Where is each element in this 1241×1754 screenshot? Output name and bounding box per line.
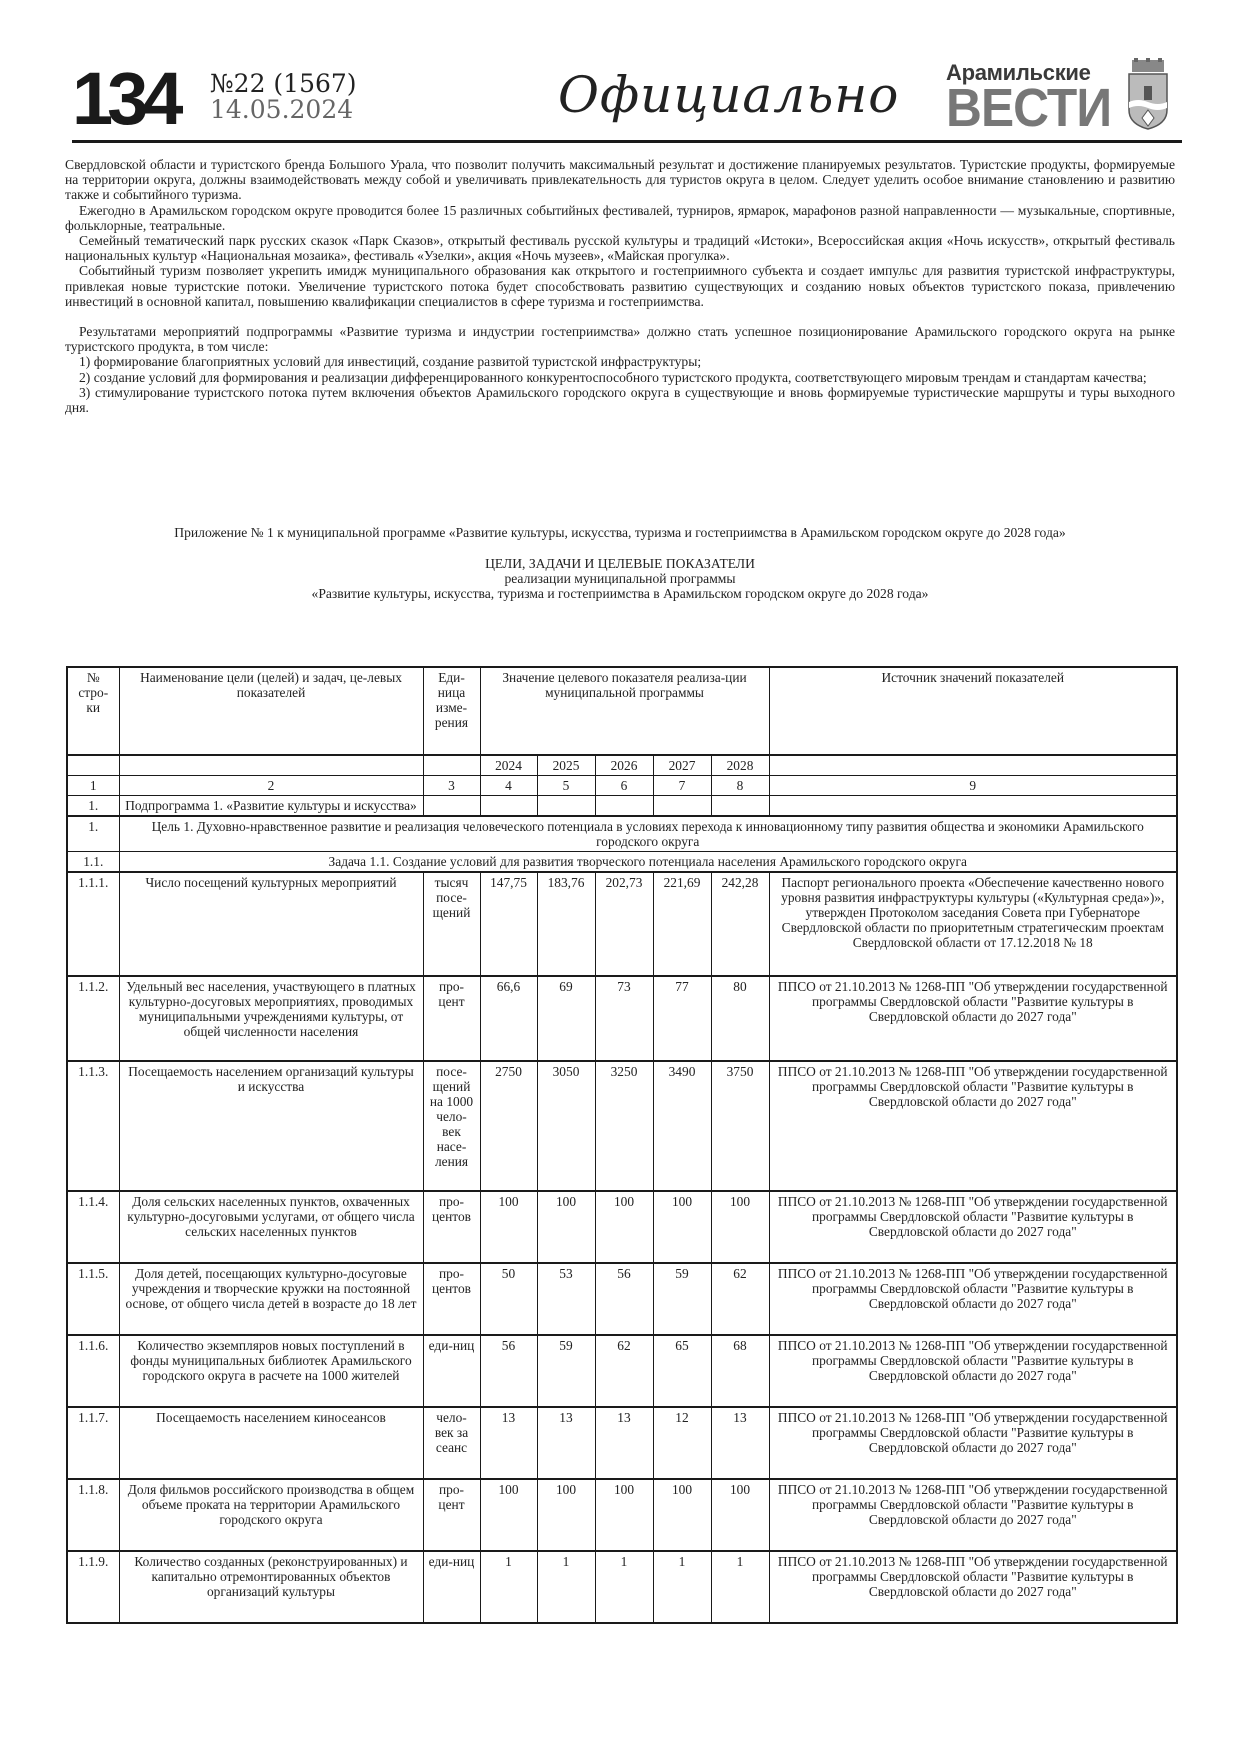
value-cell: 1 xyxy=(537,1551,595,1623)
year-cell: 2026 xyxy=(595,755,653,776)
row-num: 1. xyxy=(67,816,119,852)
paragraph: Результатами мероприятий подпрограммы «Развитие туризма и индустрии гостеприимства» должно стать успешное позиционирование Арамильского городского округа на рынке туристского продукта, в том числе: xyxy=(65,324,1175,355)
value-cell: 3750 xyxy=(711,1061,769,1191)
unit: еди-ниц xyxy=(423,1551,480,1623)
unit: про-цент xyxy=(423,1479,480,1551)
col-number: 8 xyxy=(711,776,769,796)
value-cell: 73 xyxy=(595,976,653,1061)
indicator-name: Удельный вес населения, участвующего в платных культурно-досуговых мероприятиях, проводимых муниципальными учреждениями культуры, от общей численности населения xyxy=(119,976,423,1061)
value-cell: 3250 xyxy=(595,1061,653,1191)
value-cell: 62 xyxy=(595,1335,653,1407)
value-cell: 13 xyxy=(480,1407,537,1479)
row-num: 1.1.8. xyxy=(67,1479,119,1551)
year-cell: 2028 xyxy=(711,755,769,776)
unit: про-цент xyxy=(423,976,480,1061)
value-cell: 62 xyxy=(711,1263,769,1335)
col-number: 2 xyxy=(119,776,423,796)
row-num: 1.1.5. xyxy=(67,1263,119,1335)
subprogram-name: Подпрограмма 1. «Развитие культуры и искусства» xyxy=(119,796,423,817)
col-number: 9 xyxy=(769,776,1177,796)
unit: чело-век за сеанс xyxy=(423,1407,480,1479)
page-header xyxy=(72,44,1182,144)
value-cell: 183,76 xyxy=(537,872,595,976)
value-cell: 3490 xyxy=(653,1061,711,1191)
source: ППСО от 21.10.2013 № 1268-ПП "Об утверждении государственной программы Свердловской области "Развитие культуры в Свердловской области до 2027 года" xyxy=(769,1191,1177,1263)
value-cell: 100 xyxy=(595,1191,653,1263)
value-cell: 202,73 xyxy=(595,872,653,976)
subprogram-row xyxy=(67,796,1177,817)
row-num: 1.1.2. xyxy=(67,976,119,1061)
value-cell: 100 xyxy=(653,1191,711,1263)
value-cell: 13 xyxy=(537,1407,595,1479)
paragraph: Событийный туризм позволяет укрепить имидж муниципального образования как открытого и гостеприимного субъекта и создает импульс для развития туристской инфраструктуры, привлекая новые туристские потоки. Увеличение туристского потока будет способствовать развитию существующих и созданию новых объектов туристского показа, привлечению инвестиций в основной капитал, повышению квалификации специалистов в сфере туризма и гостеприимства. xyxy=(65,263,1175,309)
table-row xyxy=(67,1335,1177,1407)
issue-number: №22 (1567) xyxy=(210,69,357,98)
table-row xyxy=(67,1407,1177,1479)
indicator-name: Число посещений культурных мероприятий xyxy=(119,872,423,976)
table-row xyxy=(67,976,1177,1061)
header-num: № стро-ки xyxy=(67,667,119,755)
row-num: 1.1. xyxy=(67,852,119,873)
column-numbers-row xyxy=(67,776,1177,796)
value-cell: 13 xyxy=(711,1407,769,1479)
value-cell: 2750 xyxy=(480,1061,537,1191)
row-num: 1.1.4. xyxy=(67,1191,119,1263)
value-cell: 13 xyxy=(595,1407,653,1479)
header-unit: Еди-ница изме-рения xyxy=(423,667,480,755)
indicator-name: Доля детей, посещающих культурно-досуговые учреждения и творческие кружки на постоянной основе, от общего числа детей в возрасте до 18 лет xyxy=(119,1263,423,1335)
row-num: 1. xyxy=(67,796,119,817)
value-cell: 100 xyxy=(711,1479,769,1551)
unit: еди-ниц xyxy=(423,1335,480,1407)
value-cell: 100 xyxy=(595,1479,653,1551)
source: ППСО от 21.10.2013 № 1268-ПП "Об утверждении государственной программы Свердловской области "Развитие культуры в Свердловской области до 2027 года" xyxy=(769,1551,1177,1623)
article-body xyxy=(65,157,1175,415)
value-cell: 12 xyxy=(653,1407,711,1479)
logo-line1: Арамильские xyxy=(946,60,1091,85)
paragraph: Ежегодно в Арамильском городском округе проводится более 15 различных событийных фестивалей, турниров, ярмарок, марафонов разной направленности — музыкальные, спортивные, фольклорные, театральные. xyxy=(65,202,1175,233)
paragraph: Свердловской области и туристского бренда Большого Урала, что позволит получить максимальный результат и достижение планируемых результатов. Туристские продукты, формируемые на территории округа, должны взаимодействовать между собой и увеличивать привлекательность для туристов округа в целом. Следует уделить особое внимание становлению и развитию также и событийного туризма. xyxy=(65,157,1175,203)
value-cell: 68 xyxy=(711,1335,769,1407)
value-cell: 77 xyxy=(653,976,711,1061)
value-cell: 66,6 xyxy=(480,976,537,1061)
value-cell: 100 xyxy=(480,1191,537,1263)
heading-subtitle: реализации муниципальной программы xyxy=(504,571,736,586)
col-number: 6 xyxy=(595,776,653,796)
col-number: 5 xyxy=(537,776,595,796)
row-num: 1.1.6. xyxy=(67,1335,119,1407)
col-number: 3 xyxy=(423,776,480,796)
year-cell: 2025 xyxy=(537,755,595,776)
goal-row xyxy=(67,816,1177,852)
table-row xyxy=(67,1191,1177,1263)
indicator-name: Доля фильмов российского производства в общем объеме проката на территории Арамильского городского округа xyxy=(119,1479,423,1551)
value-cell: 80 xyxy=(711,976,769,1061)
year-cell: 2024 xyxy=(480,755,537,776)
source: ППСО от 21.10.2013 № 1268-ПП "Об утверждении государственной программы Свердловской области "Развитие культуры в Свердловской области до 2027 года" xyxy=(769,976,1177,1061)
table-row xyxy=(67,1551,1177,1623)
indicator-name: Доля сельских населенных пунктов, охваченных культурно-досуговыми услугами, от общего числа сельских населенных пунктов xyxy=(119,1191,423,1263)
task-row xyxy=(67,852,1177,873)
value-cell: 100 xyxy=(653,1479,711,1551)
indicator-name: Количество экземпляров новых поступлений в фонды муниципальных библиотек Арамильского городского округа в расчете на 1000 жителей xyxy=(119,1335,423,1407)
value-cell: 59 xyxy=(537,1335,595,1407)
header-name: Наименование цели (целей) и задач, це-левых показателей xyxy=(119,667,423,755)
heading-title: ЦЕЛИ, ЗАДАЧИ И ЦЕЛЕВЫЕ ПОКАЗАТЕЛИ xyxy=(485,556,755,571)
list-item: 3) стимулирование туристского потока путем включения объектов Арамильского городского округа в существующие и вновь формируемые туристические маршруты и туры выходного дня. xyxy=(65,384,1175,416)
value-cell: 1 xyxy=(595,1551,653,1623)
row-num: 1.1.3. xyxy=(67,1061,119,1191)
table-row xyxy=(67,872,1177,976)
value-cell: 53 xyxy=(537,1263,595,1335)
value-cell: 65 xyxy=(653,1335,711,1407)
newspaper-logo xyxy=(946,60,1125,138)
row-num: 1.1.7. xyxy=(67,1407,119,1479)
header-divider xyxy=(72,140,1182,143)
value-cell: 100 xyxy=(711,1191,769,1263)
value-cell: 50 xyxy=(480,1263,537,1335)
value-cell: 100 xyxy=(537,1479,595,1551)
heading-program: «Развитие культуры, искусства, туризма и гостеприимства в Арамильском городском округе до 2028 года» xyxy=(311,586,929,601)
value-cell: 147,75 xyxy=(480,872,537,976)
goal-text: Цель 1. Духовно-нравственное развитие и реализация человеческого потенциала в условиях перехода к инновационному типу развития общества и экономики Арамильского городского округа xyxy=(119,816,1177,852)
unit: тысяч посе-щений xyxy=(423,872,480,976)
appendix-caption: Приложение № 1 к муниципальной программе «Развитие культуры, искусства, туризма и гостеприимства в Арамильском городском округе до 2028 года» xyxy=(174,525,1066,540)
value-cell: 59 xyxy=(653,1263,711,1335)
table-heading xyxy=(65,556,1175,601)
year-cell: 2027 xyxy=(653,755,711,776)
unit: про-центов xyxy=(423,1263,480,1335)
paragraph: Семейный тематический парк русских сказок «Парк Сказов», открытый фестиваль русской культуры и традиций «Истоки», Всероссийская акция «Ночь искусств», открытый фестиваль национальных культур «Национальная мозаика», фестиваль «Узелки», акция «Ночь музеев», «Майская прогулка». xyxy=(65,233,1175,264)
value-cell: 69 xyxy=(537,976,595,1061)
table-row xyxy=(67,1263,1177,1335)
table-row xyxy=(67,1061,1177,1191)
source: ППСО от 21.10.2013 № 1268-ПП "Об утверждении государственной программы Свердловской области "Развитие культуры в Свердловской области до 2027 года" xyxy=(769,1479,1177,1551)
header-row xyxy=(67,667,1177,755)
years-row xyxy=(67,755,1177,776)
indicator-name: Посещаемость населением организаций культуры и искусства xyxy=(119,1061,423,1191)
value-cell: 56 xyxy=(595,1263,653,1335)
value-cell: 242,28 xyxy=(711,872,769,976)
source: Паспорт регионального проекта «Обеспечение качественно нового уровня развития инфраструктуры культуры («Культурная среда»)», утвержден Протоколом заседания Совета при Губернаторе Свердловской области по приоритетным стратегическим проектам Свердловской области от 17.12.2018 № 18 xyxy=(769,872,1177,976)
page-number: 134 xyxy=(72,57,178,140)
row-num: 1.1.1. xyxy=(67,872,119,976)
issue-date: 14.05.2024 xyxy=(210,95,354,124)
value-cell: 1 xyxy=(653,1551,711,1623)
issue-info xyxy=(210,71,357,123)
value-cell: 56 xyxy=(480,1335,537,1407)
unit: про-центов xyxy=(423,1191,480,1263)
goals-table xyxy=(66,666,1178,1624)
value-cell: 100 xyxy=(537,1191,595,1263)
list-item: 2) создание условий для формирования и реализации дифференцированного конкурентоспособного туристского продукта, соответствующего мировым трендам и стандартам качества; xyxy=(79,369,1147,385)
row-num: 1.1.9. xyxy=(67,1551,119,1623)
header-source: Источник значений показателей xyxy=(769,667,1177,755)
col-number: 1 xyxy=(67,776,119,796)
logo-line2: ВЕСТИ xyxy=(946,78,1112,138)
header-values: Значение целевого показателя реализа-ции муниципальной программы xyxy=(480,667,769,755)
unit: посе-щений на 1000 чело-век насе-ления xyxy=(423,1061,480,1191)
value-cell: 1 xyxy=(711,1551,769,1623)
col-number: 4 xyxy=(480,776,537,796)
list-item: 1) формирование благоприятных условий для инвестиций, создание развитой туристской инфраструктуры; xyxy=(79,354,702,370)
source: ППСО от 21.10.2013 № 1268-ПП "Об утверждении государственной программы Свердловской области "Развитие культуры в Свердловской области до 2027 года" xyxy=(769,1061,1177,1191)
indicator-name: Посещаемость населением киносеансов xyxy=(119,1407,423,1479)
indicator-name: Количество созданных (реконструированных) и капитально отремонтированных объектов организаций культуры xyxy=(119,1551,423,1623)
section-title: Официально xyxy=(558,66,900,124)
source: ППСО от 21.10.2013 № 1268-ПП "Об утверждении государственной программы Свердловской области "Развитие культуры в Свердловской области до 2027 года" xyxy=(769,1335,1177,1407)
value-cell: 1 xyxy=(480,1551,537,1623)
task-text: Задача 1.1. Создание условий для развития творческого потенциала населения Арамильского городского округа xyxy=(119,852,1177,873)
source: ППСО от 21.10.2013 № 1268-ПП "Об утверждении государственной программы Свердловской области "Развитие культуры в Свердловской области до 2027 года" xyxy=(769,1263,1177,1335)
value-cell: 221,69 xyxy=(653,872,711,976)
coat-of-arms-icon xyxy=(1126,58,1170,130)
value-cell: 3050 xyxy=(537,1061,595,1191)
col-number: 7 xyxy=(653,776,711,796)
value-cell: 100 xyxy=(480,1479,537,1551)
source: ППСО от 21.10.2013 № 1268-ПП "Об утверждении государственной программы Свердловской области "Развитие культуры в Свердловской области до 2027 года" xyxy=(769,1407,1177,1479)
table-row xyxy=(67,1479,1177,1551)
